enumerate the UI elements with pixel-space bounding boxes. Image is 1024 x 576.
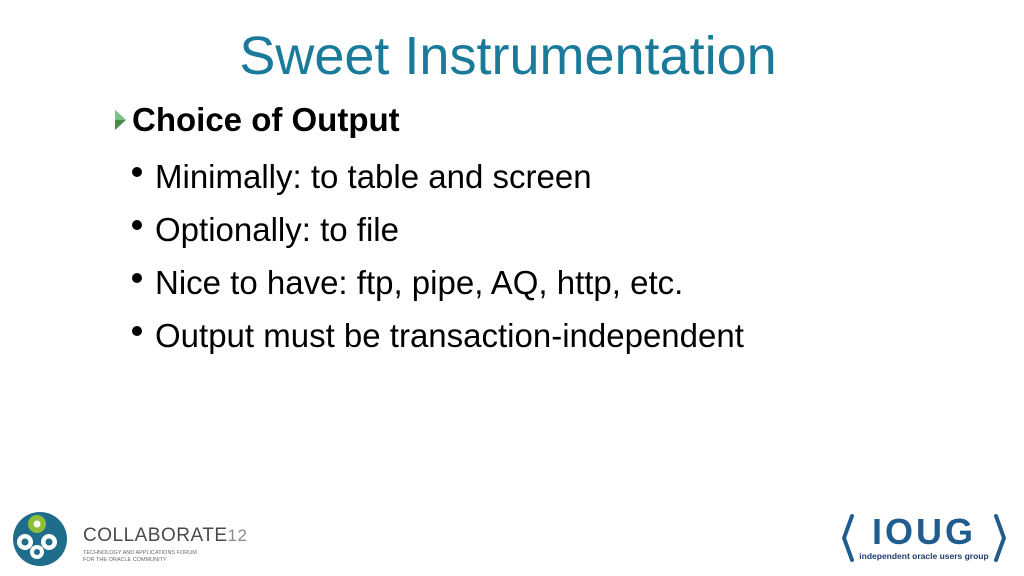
collaborate-logo — [10, 508, 260, 568]
collaborate-subtitle-line1: TECHNOLOGY AND APPLICATIONS FORUM — [83, 550, 197, 556]
list-item-text: Nice to have: ftp, pipe, AQ, http, etc. — [155, 263, 684, 301]
ioug-logo — [840, 512, 1008, 564]
bullet-dot-icon — [132, 220, 142, 230]
arrow-right-icon — [114, 107, 130, 133]
bullet-dot-icon — [132, 273, 142, 283]
slide-title: Sweet Instrumentation — [239, 26, 777, 86]
list-item — [132, 203, 744, 256]
collaborate-wordmark — [83, 525, 247, 547]
collaborate-subtitle-line2: FOR THE ORACLE COMMUNITY — [83, 557, 167, 563]
collaborate-number: 12 — [227, 526, 248, 545]
collaborate-logo-icon — [10, 508, 70, 568]
collaborate-word: COLLABORATE — [83, 525, 228, 546]
ioug-subtitle: independent oracle users group — [859, 551, 989, 561]
collaborate-subtitle — [83, 550, 197, 564]
bullet-list — [132, 150, 744, 362]
list-item-text: Optionally: to file — [155, 210, 399, 248]
bullet-dot-icon — [132, 167, 142, 177]
list-item-text: Output must be transaction-independent — [155, 316, 744, 354]
heading-item — [114, 100, 400, 140]
ioug-wordmark: IOUG — [871, 511, 976, 552]
list-item-text: Minimally: to table and screen — [155, 157, 592, 195]
heading-text: Choice of Output — [132, 101, 400, 138]
bullet-dot-icon — [132, 326, 142, 336]
list-item — [132, 150, 744, 203]
list-item — [132, 309, 744, 362]
list-item — [132, 256, 744, 309]
